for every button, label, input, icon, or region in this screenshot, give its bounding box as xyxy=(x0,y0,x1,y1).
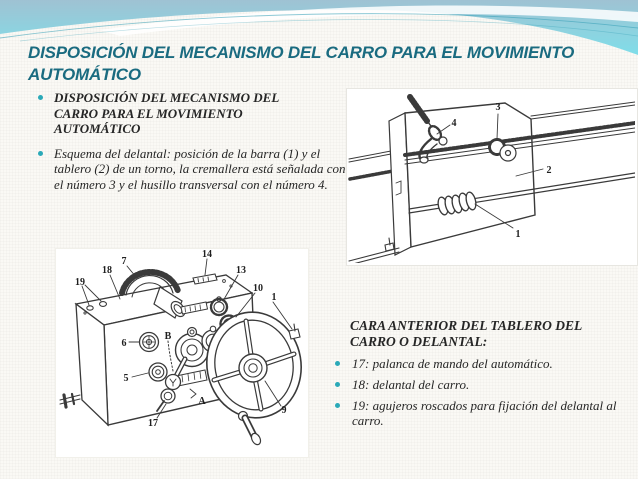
list-item-text: Esquema del delantal: posición de la barra (1) y el tablero (2) de un torno, la cremallera está señalada con el número 3 y el husillo transversal con el número 4. xyxy=(54,145,346,192)
list-item-text: 19: agujeros roscados para fijación del delantal al carro. xyxy=(352,397,617,429)
figure-apron-plate-schematic xyxy=(346,88,638,266)
figure-apron-assembly-schematic xyxy=(55,248,309,458)
figure-label-9: 9 xyxy=(281,405,287,416)
left-shaft-stub xyxy=(60,394,80,407)
right-text-block xyxy=(330,318,634,434)
bullet-icon xyxy=(335,361,340,366)
list-item xyxy=(330,377,634,393)
figure-label-A: A xyxy=(198,396,206,407)
figure-label-1: 1 xyxy=(515,229,521,240)
figure-label-6: 6 xyxy=(121,338,127,349)
figure-label-17: 17 xyxy=(148,418,158,429)
slide-title: DISPOSICIÓN DEL MECANISMO DEL CARRO PARA EL MOVIMIENTO AUTOMÁTICO xyxy=(28,43,575,85)
figure-label-4: 4 xyxy=(451,118,457,129)
list-item-text: 17: palanca de mando del automático. xyxy=(352,356,553,372)
list-item xyxy=(30,90,289,137)
plate-outline xyxy=(389,103,535,255)
bullet-icon xyxy=(335,403,340,408)
left-bullet-list xyxy=(30,90,348,202)
figure-label-5: 5 xyxy=(123,373,129,384)
figure-label-1: 1 xyxy=(271,292,277,303)
bullet-icon xyxy=(38,95,43,100)
list-item xyxy=(30,146,348,193)
bullet-icon xyxy=(335,382,340,387)
figure-label-14: 14 xyxy=(202,249,212,260)
figure-label-18: 18 xyxy=(102,265,112,276)
figure-label-B: B xyxy=(164,331,172,342)
figure-label-7: 7 xyxy=(121,256,127,267)
lower-rail xyxy=(349,238,399,263)
figure-label-3: 3 xyxy=(495,102,501,113)
bullet-icon xyxy=(38,151,43,156)
knob-6 xyxy=(140,333,159,352)
knob-5 xyxy=(149,363,167,381)
figure-label-2: 2 xyxy=(546,165,552,176)
figure-label-10: 10 xyxy=(253,283,263,294)
figure-label-13: 13 xyxy=(236,265,246,276)
list-item xyxy=(330,398,634,429)
list-item-text: 18: delantal del carro. xyxy=(352,376,470,392)
figure-label-19: 19 xyxy=(75,277,85,288)
list-item xyxy=(330,356,634,372)
list-item-text: DISPOSICIÓN DEL MECANISMO DEL CARRO PARA EL MOVIMIENTO AUTOMÁTICO xyxy=(54,90,279,137)
right-block-heading: CARA ANTERIOR DEL TABLERO DEL CARRO O DELANTAL: xyxy=(350,318,582,350)
